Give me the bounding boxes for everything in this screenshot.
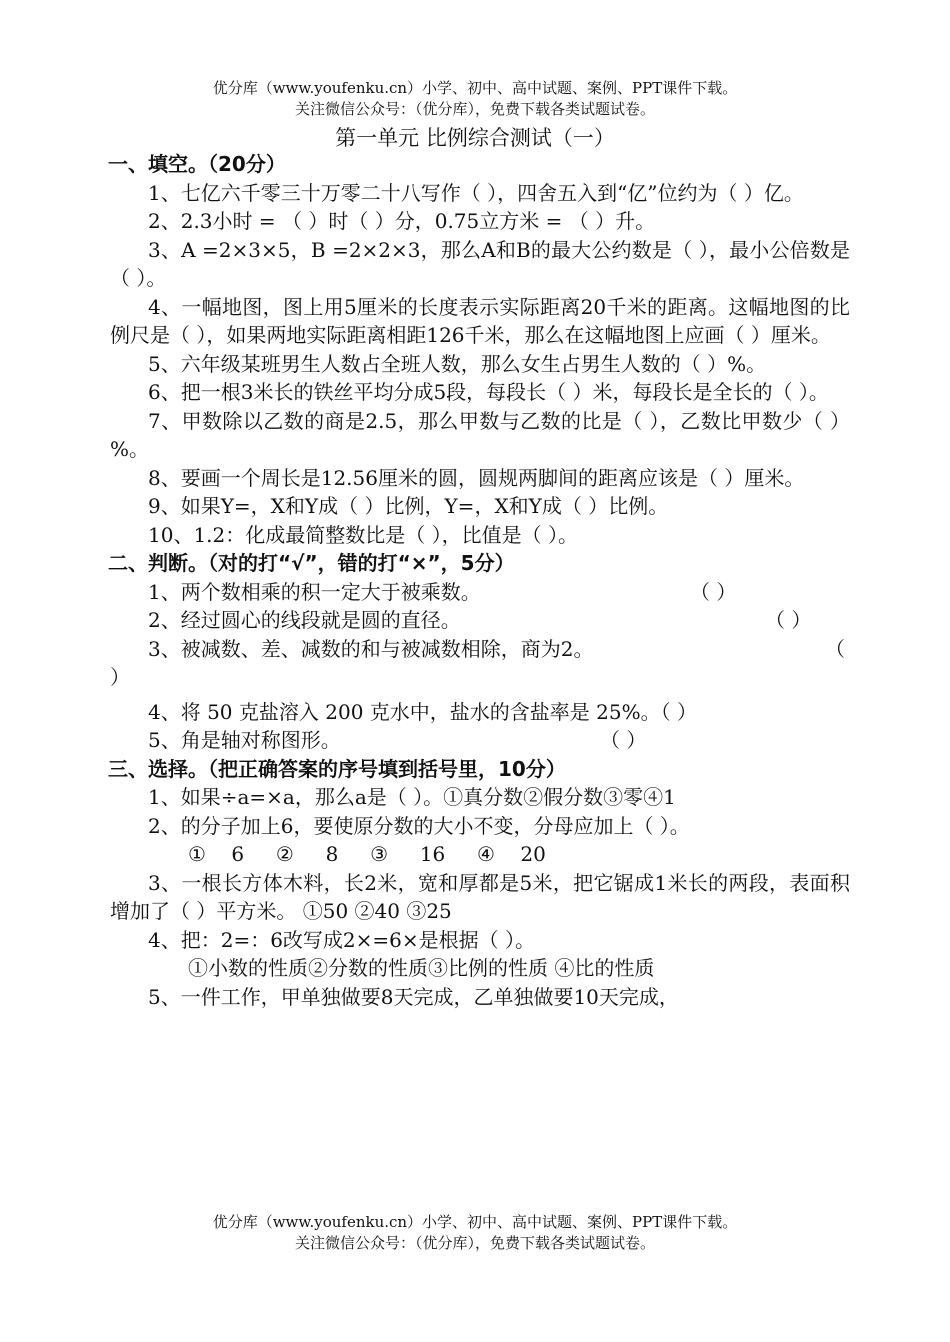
- judge-answer-bracket-5[interactable]: （ ）: [600, 728, 647, 752]
- judge-question-2-text: 2、经过圆心的线段就是圆的直径。: [148, 608, 461, 632]
- judge-question-1: [110, 578, 850, 607]
- fill-question-7: 7、甲数除以乙数的商是2.5，那么甲数与乙数的比是（ ），乙数比甲数少（ ）%。: [110, 408, 850, 461]
- judge-question-4: 4、将 50 克盐溶入 200 克水中，盐水的含盐率是 25%。（ ）: [148, 699, 697, 724]
- judge-answer-bracket-2[interactable]: （ ）: [765, 608, 812, 632]
- fill-question-10: 10、1.2：化成最简整数比是（ ），比值是（ ）。: [148, 522, 578, 547]
- judge-question-5: [110, 726, 850, 755]
- fill-question-3: 3、A =2×3×5，B =2×2×3，那么A和B的最大公约数是（ ），最小公倍数是（ ）。: [110, 237, 850, 290]
- judge-question-5-text: 5、角是轴对称图形。: [148, 728, 341, 752]
- choice-question-1: 1、如果÷a=×a，那么a是（ ）。①真分数②假分数③零④1: [148, 785, 676, 809]
- header-line-2: 关注微信公众号：（优分库），免费下载各类试题试卷。: [294, 100, 655, 118]
- page-title: 第一单元 比例综合测试（一）: [335, 126, 615, 150]
- fill-question-8: 8、要画一个周长是12.56厘米的圆，圆规两脚间的距离应该是（ ）厘米。: [148, 465, 805, 490]
- fill-question-4: 4、一幅地图，图上用5厘米的长度表示实际距离20千米的距离。这幅地图的比例尺是（ ），如果两地实际距离相距126千米，那么在这幅地图上应画（ ）厘米。: [110, 294, 850, 347]
- footer-line-2: 关注微信公众号：（优分库），免费下载各类试题试卷。: [294, 1234, 655, 1252]
- judge-question-1-text: 1、两个数相乘的积一定大于被乘数。: [148, 579, 481, 604]
- section-choice-heading: 三、选择。（把正确答案的序号填到括号里，10分）: [108, 756, 566, 781]
- judge-answer-bracket-3[interactable]: （: [825, 636, 845, 661]
- fill-question-2: 2、2.3小时 = （ ）时（ ）分，0.75立方米 = （ ）升。: [148, 209, 656, 233]
- judge-question-2: [110, 606, 850, 635]
- judge-question-3: [110, 635, 850, 664]
- choice-question-3: 3、一根长方体木料，长2米，宽和厚都是5米，把它锯成1米长的两段，表面积增加了（ ）平方米。 ①50 ②40 ③25: [110, 870, 850, 923]
- section-judge-heading: 二、判断。（对的打“√”，错的打“×”，5分）: [108, 551, 515, 575]
- footer-line-1: 优分库（www.youfenku.cn）小学、初中、高中试题、案例、PPT课件下载。: [212, 1213, 738, 1231]
- choice-question-4: 4、把：2=：6改写成2×=6×是根据（ ）。: [148, 927, 536, 952]
- choice-question-5: 5、一件工作，甲单独做要8天完成，乙单独做要10天完成，: [148, 984, 679, 1009]
- exam-content: [110, 150, 850, 1011]
- fill-question-9: 9、如果Y=，X和Y成（ ）比例，Y=，X和Y成（ ）比例。: [148, 494, 669, 518]
- fill-question-5: 5、六年级某班男生人数占全班人数，那么女生占男生人数的（ ）%。: [148, 351, 767, 376]
- judge-answer-bracket-1[interactable]: （ ）: [690, 579, 737, 604]
- header-line-1: 优分库（www.youfenku.cn）小学、初中、高中试题、案例、PPT课件下载。: [212, 79, 738, 97]
- section-fill-in-heading: 一、填空。（20分）: [108, 152, 286, 176]
- fill-question-6: 6、把一根3米长的铁丝平均分成5段，每段长（ ）米，每段长是全长的（ ）。: [148, 380, 829, 404]
- judge-question-3-bracket-close: ）: [110, 665, 130, 689]
- choice-question-4-options: ①小数的性质②分数的性质③比例的性质 ④比的性质: [188, 956, 655, 980]
- choice-question-2-options: ① 6 ② 8 ③ 16 ④ 20: [188, 842, 546, 866]
- fill-question-1: 1、七亿六千零三十万零二十八写作（ ），四舍五入到“亿”位约为（ ）亿。: [148, 180, 804, 205]
- judge-question-3-text: 3、被减数、差、减数的和与被减数相除，商为2。: [148, 636, 594, 661]
- choice-question-2: 2、的分子加上6，要使原分数的大小不变，分母应加上（ ）。: [148, 813, 690, 838]
